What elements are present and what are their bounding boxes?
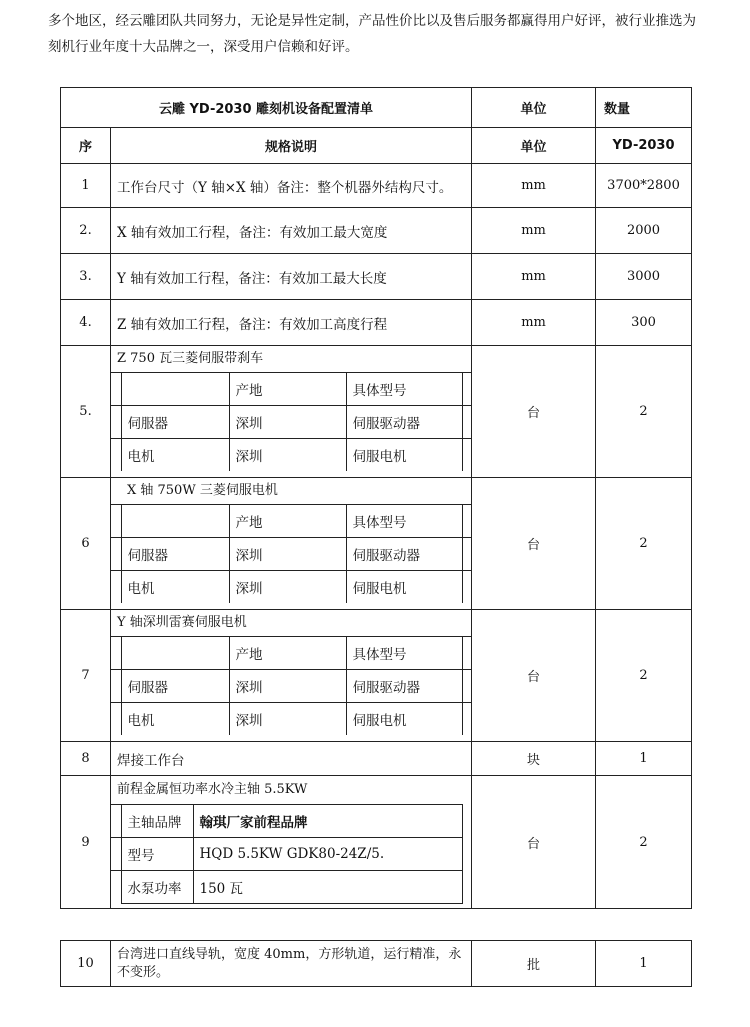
sub-cell: HQD 5.5KW GDK80-24Z/5. (193, 838, 462, 871)
sub-cell: 伺服驱动器 (346, 670, 462, 703)
servo-caption: Z 750 瓦三菱伺服带刹车 (117, 351, 264, 366)
row-qty: 300 (596, 300, 692, 346)
servo-caption: Y 轴深圳雷赛伺服电机 (117, 615, 247, 630)
row-seq: 10 (61, 941, 111, 987)
sub-cell: 翰琪厂家前程品牌 (193, 805, 462, 838)
qty-header: 数量 (596, 88, 692, 128)
row-seq: 2. (61, 208, 111, 254)
row-qty: 1 (596, 742, 692, 776)
row-unit: mm (472, 208, 596, 254)
table-row (61, 164, 692, 208)
row-qty: 2 (596, 346, 692, 478)
sub-header-model: 具体型号 (346, 373, 462, 406)
row-unit: 台 (472, 776, 596, 909)
sub-cell: 电机 (121, 703, 229, 736)
row-unit: 台 (472, 346, 596, 478)
row-spec: Z 轴有效加工行程，备注：有效加工高度行程 (111, 300, 472, 346)
row-qty: 2 (596, 478, 692, 610)
row-qty: 2 (596, 610, 692, 742)
sub-cell: 水泵功率 (121, 871, 193, 904)
sub-cell: 伺服电机 (346, 439, 462, 472)
intro-paragraph: 多个地区，经云雕团队共同努力，无论是异性定制，产品性价比以及售后服务都赢得用户好评，被行业推选为刻机行业年度十大品牌之一，深受用户信赖和好评。 (48, 13, 696, 55)
table-row (61, 478, 692, 610)
sub-cell: 150 瓦 (193, 871, 462, 904)
sub-cell: 深圳 (229, 439, 346, 472)
table-row (61, 254, 692, 300)
config-table (60, 87, 692, 909)
row-seq: 9 (61, 776, 111, 909)
sub-cell: 型号 (121, 838, 193, 871)
row-unit: 批 (472, 941, 596, 987)
row-seq: 6 (61, 478, 111, 610)
table-row (61, 742, 692, 776)
spindle-caption: 前程金属恒功率水冷主轴 5.5KW (117, 782, 308, 797)
table-row (61, 610, 692, 742)
row-spec: 工作台尺寸（Y 轴×X 轴）备注：整个机器外结构尺寸。 (111, 164, 472, 208)
row-qty: 3700*2800 (596, 164, 692, 208)
row-seq: 8 (61, 742, 111, 776)
sub-cell: 主轴品牌 (121, 805, 193, 838)
table-row (61, 776, 692, 909)
sub-header-model: 具体型号 (346, 505, 462, 538)
sub-cell: 电机 (121, 439, 229, 472)
table-row (61, 346, 692, 478)
servo-subtable (111, 372, 472, 471)
sub-cell: 伺服电机 (346, 703, 462, 736)
table-row (61, 208, 692, 254)
row-unit: 台 (472, 610, 596, 742)
row-unit: 台 (472, 478, 596, 610)
servo-caption: X 轴 750W 三菱伺服电机 (127, 483, 278, 498)
sub-cell: 深圳 (229, 538, 346, 571)
sub-cell: 深圳 (229, 670, 346, 703)
row-qty: 1 (596, 941, 692, 987)
sub-header-origin: 产地 (229, 637, 346, 670)
table-row (61, 300, 692, 346)
row-unit: mm (472, 300, 596, 346)
sub-cell: 深圳 (229, 406, 346, 439)
row-seq: 5. (61, 346, 111, 478)
row-seq: 1 (61, 164, 111, 208)
row-unit: mm (472, 164, 596, 208)
row-qty: 3000 (596, 254, 692, 300)
table-title: 云雕 YD-2030 雕刻机设备配置清单 (61, 88, 472, 128)
servo-subtable (111, 636, 472, 735)
sub-header-origin: 产地 (229, 505, 346, 538)
servo-subtable (111, 504, 472, 603)
config-table-continued (60, 940, 692, 987)
sub-cell: 伺服器 (121, 406, 229, 439)
row-qty: 2000 (596, 208, 692, 254)
sub-cell: 伺服驱动器 (346, 406, 462, 439)
sub-cell: 伺服电机 (346, 571, 462, 604)
sub-cell: 伺服驱动器 (346, 538, 462, 571)
sub-cell: 深圳 (229, 571, 346, 604)
row-unit: mm (472, 254, 596, 300)
unit-header: 单位 (472, 88, 596, 128)
sub-cell: 伺服器 (121, 670, 229, 703)
col-seq: 序 (61, 128, 111, 164)
spindle-subtable (111, 804, 472, 904)
sub-cell: 伺服器 (121, 538, 229, 571)
col-unit: 单位 (472, 128, 596, 164)
row-spec: 台湾进口直线导轨，宽度 40mm，方形轨道，运行精准，永不变形。 (111, 941, 472, 987)
table-row (61, 941, 692, 987)
row-qty: 2 (596, 776, 692, 909)
row-seq: 3. (61, 254, 111, 300)
row-seq: 7 (61, 610, 111, 742)
row-seq: 4. (61, 300, 111, 346)
row-spec: Y 轴有效加工行程，备注：有效加工最大长度 (111, 254, 472, 300)
col-spec: 规格说明 (111, 128, 472, 164)
sub-cell: 深圳 (229, 703, 346, 736)
sub-cell: 电机 (121, 571, 229, 604)
sub-header-model: 具体型号 (346, 637, 462, 670)
row-spec: 焊接工作台 (111, 742, 472, 776)
sub-header-origin: 产地 (229, 373, 346, 406)
row-unit: 块 (472, 742, 596, 776)
row-spec: X 轴有效加工行程，备注：有效加工最大宽度 (111, 208, 472, 254)
col-model: YD-2030 (596, 128, 692, 164)
